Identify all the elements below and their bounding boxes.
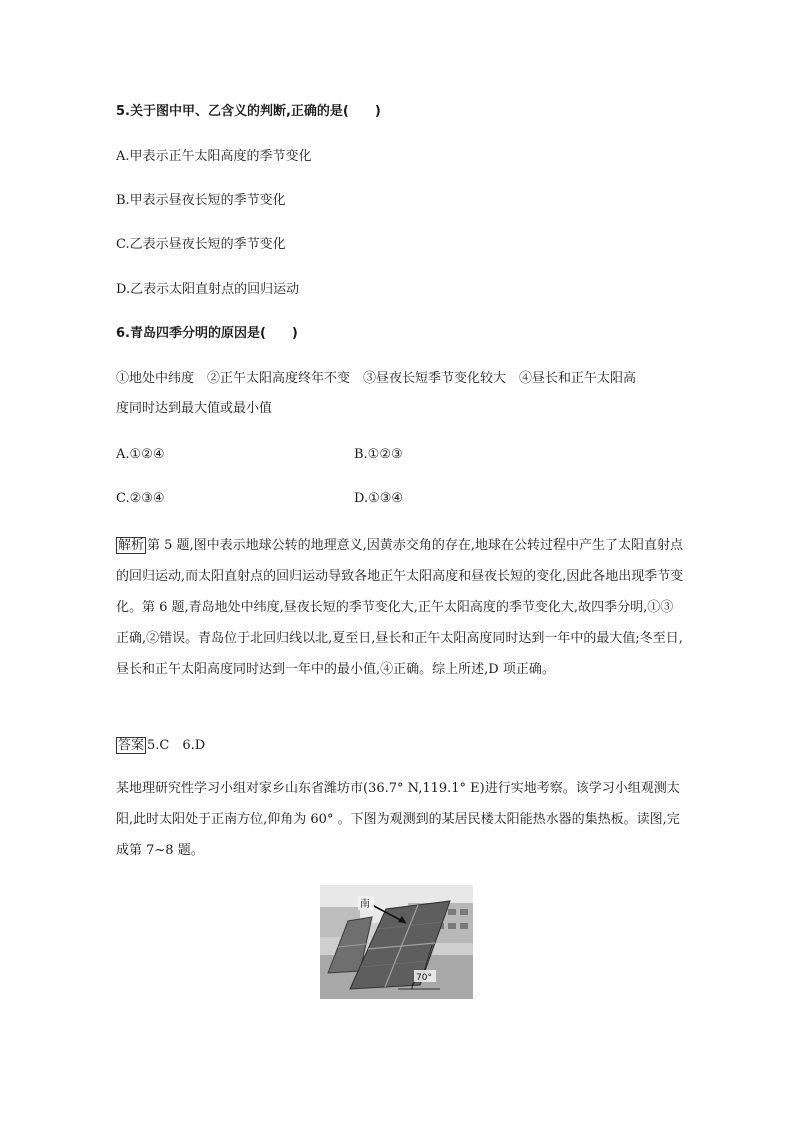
answer-text: 5.C 6.D xyxy=(147,738,206,753)
angle-label: 70° xyxy=(416,973,432,983)
q5-option-a: A.甲表示正午太阳高度的季节变化 xyxy=(116,149,312,164)
q5-option-c: C.乙表示昼夜长短的季节变化 xyxy=(116,237,286,252)
analysis-paragraph xyxy=(116,530,686,685)
q6-statements-line1: ①地处中纬度 ②正午太阳高度终年不变 ③昼夜长短季节变化较大 ④昼长和正午太阳高 xyxy=(116,371,637,386)
answer-tag: 答案 xyxy=(118,738,145,753)
q6-statements-line2: 度同时达到最大值或最小值 xyxy=(116,401,273,416)
q6-option-row2 xyxy=(116,489,404,509)
intro-paragraph: 某地理研究性学习小组对家乡山东省潍坊市(36.7° N,119.1° E)进行实地考察。该学习小组观测太阳,此时太阳处于正南方位,仰角为 60° 。下图为观测到的某居民楼太阳能热水器的集热板。读图,完成第 7~8 题。 xyxy=(116,781,680,858)
q6-option-row1 xyxy=(116,445,403,465)
q6-option-c: C.②③④ xyxy=(116,491,165,506)
q6-option-a: A.①②④ xyxy=(116,447,165,462)
q5-option-b: B.甲表示昼夜长短的季节变化 xyxy=(116,193,286,208)
solar-panel-photo xyxy=(320,885,473,999)
q6-option-b: B.①②③ xyxy=(354,447,403,462)
analysis-tag: 解析 xyxy=(118,538,145,553)
q5-stem: 5.关于图中甲、乙含义的判断,正确的是( ) xyxy=(116,104,381,119)
south-label: 南 xyxy=(360,899,370,910)
q6-option-d: D.①③④ xyxy=(354,491,404,506)
q6-stem: 6.青岛四季分明的原因是( ) xyxy=(116,326,298,341)
analysis-text: 第 5 题,图中表示地球公转的地理意义,因黄赤交角的存在,地球在公转过程中产生了太阳直射点的回归运动,而太阳直射点的回归运动导致各地正午太阳高度和昼夜长短的变化,因此各地出现季节变化。第 6 题,青岛地处中纬度,昼夜长短的季节变化大,正午太阳高度的季节变化大,故四季分明,①③正确,②错误。青岛位于北回归线以北,夏至日,昼长和正午太阳高度同时达到一年中的最大值;冬至日,昼长和正午太阳高度同时达到一年中的最小值,④正确。综上所述,D 项正确。 xyxy=(116,538,684,677)
answer-paragraph xyxy=(116,730,686,761)
q5-option-d: D.乙表示太阳直射点的回归运动 xyxy=(116,282,300,297)
